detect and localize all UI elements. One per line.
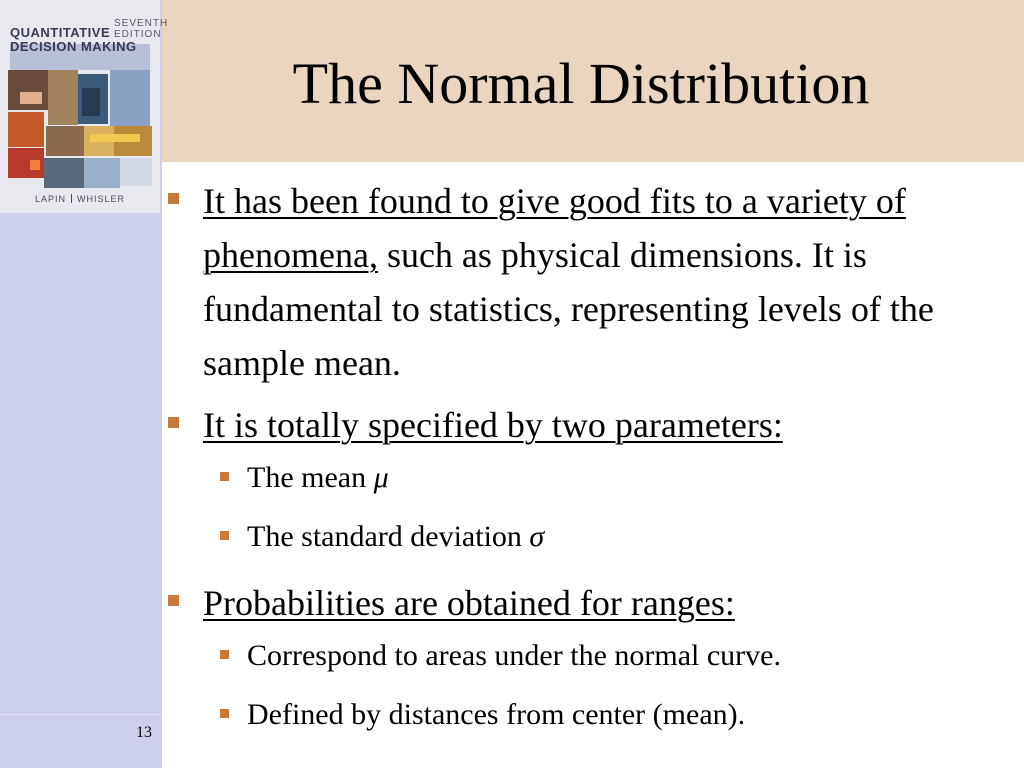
slide-title: The Normal Distribution (292, 51, 870, 116)
cover-title-line2: DECISION MAKING (10, 39, 137, 54)
sub-bullet-text: Defined by distances from center (mean). (247, 698, 746, 731)
sub-bullet-areas (168, 636, 1003, 676)
slide-number: 13 (136, 724, 152, 741)
sub-bullet-text: The mean (247, 461, 374, 494)
sub-bullet-std-dev (168, 517, 1003, 557)
square-bullet-icon (220, 650, 229, 659)
square-bullet-icon (168, 417, 179, 428)
square-bullet-icon (168, 595, 179, 606)
sigma-symbol: σ (529, 520, 545, 553)
bullet-text-underlined: It is totally specified by two parameters: (203, 405, 783, 445)
cover-author-1: LAPIN (34, 194, 66, 204)
sub-bullet-distances (168, 695, 1003, 735)
cover-author-2: WHISLER (77, 194, 126, 204)
bullet-good-fits (168, 174, 1003, 390)
cover-edition-label: SEVENTH EDITION (114, 18, 169, 40)
sub-bullet-text: The standard deviation (247, 520, 530, 553)
mu-symbol: μ (373, 461, 389, 494)
bullet-text-underlined: It has been found to give good fits to a variety of phenomena, (203, 181, 906, 275)
cover-authors (0, 194, 160, 204)
square-bullet-icon (168, 193, 179, 204)
bullet-probabilities (168, 576, 1003, 630)
cover-title (10, 26, 137, 54)
slide-content (168, 174, 1003, 754)
bullet-text-underlined: Probabilities are obtained for ranges: (203, 583, 735, 623)
bullet-parameters (168, 398, 1003, 452)
sidebar-divider (0, 714, 162, 715)
bullet-text: such as physical dimensions. It is fundamental to statistics, representing levels of the sample mean. (203, 235, 934, 383)
sub-bullet-mean (168, 458, 1003, 498)
square-bullet-icon (220, 472, 229, 481)
cover-title-line1: QUANTITATIVE (10, 25, 111, 40)
sub-bullet-text: Correspond to areas under the normal curve. (247, 639, 781, 672)
square-bullet-icon (220, 531, 229, 540)
book-cover-image (0, 0, 169, 213)
author-separator (71, 194, 72, 203)
square-bullet-icon (220, 709, 229, 718)
